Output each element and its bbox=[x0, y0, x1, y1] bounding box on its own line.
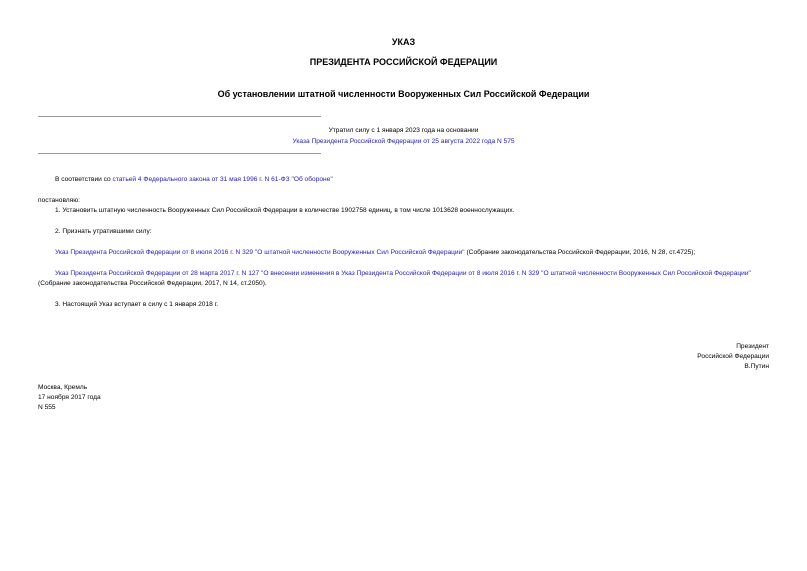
preamble-prefix: В соответствии со bbox=[55, 176, 113, 183]
signature-title: Президент bbox=[736, 343, 769, 350]
decree-word: постановляю: bbox=[38, 197, 81, 204]
signing-date: 17 ноября 2017 года bbox=[38, 394, 101, 401]
signing-place: Москва, Кремль bbox=[38, 384, 88, 391]
repealed-1-link[interactable]: Указ Президента Российской Федерации от 8 июля 2016 г. N 329 "О штатной численности Вооруженных Сил Российской Федерации" bbox=[55, 249, 465, 256]
preamble-law-link[interactable]: статьей 4 Федерального закона от 31 мая 1996 г. N 61-ФЗ "Об обороне" bbox=[112, 176, 333, 183]
item-3: 3. Настоящий Указ вступает в силу с 1 января 2018 г. bbox=[55, 301, 219, 308]
signature-country: Российской Федерации bbox=[697, 353, 769, 360]
title-ukaz: УКАЗ bbox=[391, 37, 416, 47]
repealed-1-source: (Собрание законодательства Российской Федерации, 2016, N 28, ст.4725); bbox=[464, 249, 696, 256]
document-subtitle: Об установлении штатной численности Вооруженных Сил Российской Федерации bbox=[217, 89, 590, 99]
repealed-2-source: (Собрание законодательства Российской Федерации, 2017, N 14, ст.2050). bbox=[38, 280, 267, 287]
status-note-text: Утратил силу с 1 января 2023 года на основании bbox=[328, 127, 479, 134]
signature-name: В.Путин bbox=[744, 363, 769, 370]
decree-number: N 555 bbox=[38, 404, 56, 411]
repealed-item-1 bbox=[55, 248, 695, 258]
status-note-link[interactable]: Указа Президента Российской Федерации от 25 августа 2022 года N 575 bbox=[292, 138, 515, 145]
item-1: 1. Установить штатную численность Вооруженных Сил Российской Федерации в количестве 1902758 единиц, в том числе 1013628 военнослужащих. bbox=[55, 207, 515, 214]
item-2: 2. Признать утратившими силу: bbox=[55, 228, 152, 235]
preamble bbox=[55, 175, 333, 185]
repealed-item-2 bbox=[38, 269, 773, 289]
bottom-divider bbox=[38, 153, 321, 154]
title-president: ПРЕЗИДЕНТА РОССИЙСКОЙ ФЕДЕРАЦИИ bbox=[309, 57, 498, 67]
top-divider bbox=[38, 116, 321, 117]
repealed-2-link[interactable]: Указ Президента Российской Федерации от 28 марта 2017 г. N 127 "О внесении изменения в Указ Президента Российской Федерации от 8 июля 2016 г. N 329 "О штатной численности Вооруженных Сил Российской Федерации" bbox=[55, 270, 751, 277]
